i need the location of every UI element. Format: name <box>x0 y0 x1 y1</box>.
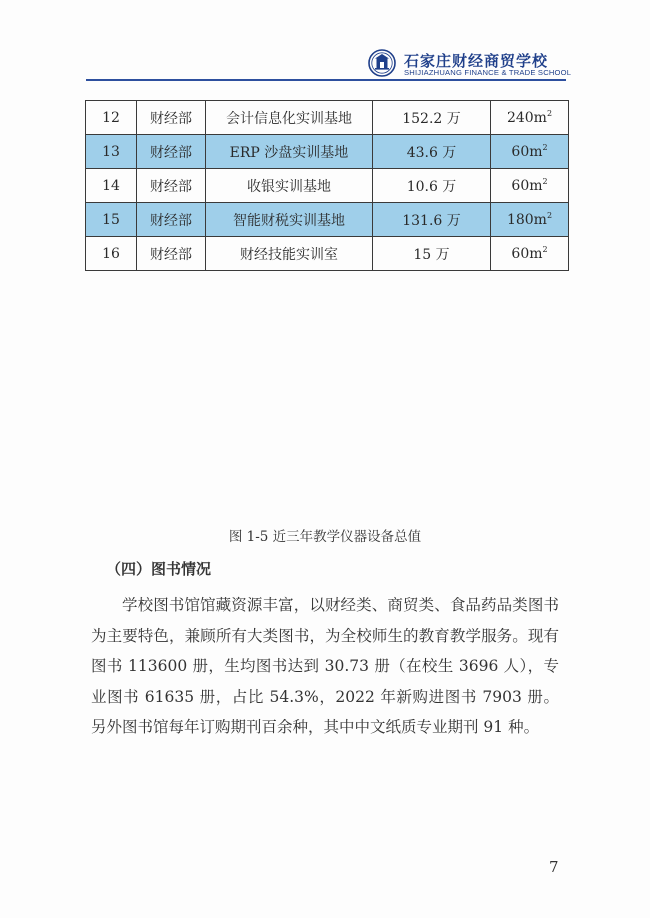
facility-name-cell: ERP 沙盘实训基地 <box>206 135 373 169</box>
area-value: 60m <box>511 246 543 262</box>
table-row <box>86 237 569 271</box>
department-cell: 财经部 <box>137 135 206 169</box>
page-number: 7 <box>549 858 559 876</box>
row-number: 14 <box>86 169 137 203</box>
area-value: 180m <box>506 212 547 228</box>
equipment-value-cell: 152.2 万 <box>373 101 491 135</box>
figure-caption: 图 1-5 近三年教学仪器设备总值 <box>228 529 422 545</box>
facility-name-cell: 会计信息化实训基地 <box>206 101 373 135</box>
page-header <box>0 0 650 82</box>
area-cell <box>491 237 569 271</box>
area-cell <box>491 169 569 203</box>
body-paragraph: 学校图书馆馆藏资源丰富，以财经类、商贸类、食品药品类图书为主要特色，兼顾所有大类图书，为全校师生的教育教学服务。现有图书 113600 册，生均图书达到 30.73 册（在校生 3696 人），专业图书 61635 册，占比 54.3%，2022 年新购进图书 7903 册。另外图书馆每年订购期刊百余种，其中中文纸质专业期刊 91 种。 <box>91 596 559 736</box>
row-number: 15 <box>86 203 137 237</box>
equipment-table <box>85 100 569 271</box>
facility-name-cell: 智能财税实训基地 <box>206 203 373 237</box>
row-number: 16 <box>86 237 137 271</box>
school-name-chinese: 石家庄财经商贸学校 <box>404 52 549 70</box>
row-number: 12 <box>86 101 137 135</box>
equipment-value-cell: 15 万 <box>373 237 491 271</box>
table-row <box>86 169 569 203</box>
area-value: 240m <box>506 110 547 126</box>
table-row <box>86 135 569 169</box>
header-divider <box>86 79 566 81</box>
department-cell: 财经部 <box>137 169 206 203</box>
equipment-value-cell: 131.6 万 <box>373 203 491 237</box>
department-cell: 财经部 <box>137 237 206 271</box>
area-unit-superscript: 2 <box>546 211 553 220</box>
area-cell <box>491 135 569 169</box>
area-value: 60m <box>511 178 543 194</box>
school-name-english: SHIJIAZHUANG FINANCE & TRADE SCHOOL <box>404 68 572 77</box>
area-unit-superscript: 2 <box>542 245 548 254</box>
area-unit-superscript: 2 <box>542 177 548 186</box>
table-row <box>86 203 569 237</box>
area-unit-superscript: 2 <box>546 109 553 118</box>
school-emblem-icon <box>368 49 396 77</box>
area-cell <box>491 101 569 135</box>
section-heading: （四）图书情况 <box>106 560 212 578</box>
department-cell: 财经部 <box>137 101 206 135</box>
row-number: 13 <box>86 135 137 169</box>
facility-name-cell: 收银实训基地 <box>206 169 373 203</box>
area-unit-superscript: 2 <box>542 143 548 152</box>
equipment-value-cell: 10.6 万 <box>373 169 491 203</box>
area-cell <box>491 203 569 237</box>
equipment-value-cell: 43.6 万 <box>373 135 491 169</box>
facility-name-cell: 财经技能实训室 <box>206 237 373 271</box>
department-cell: 财经部 <box>137 203 206 237</box>
table-row <box>86 101 569 135</box>
area-value: 60m <box>511 144 543 160</box>
